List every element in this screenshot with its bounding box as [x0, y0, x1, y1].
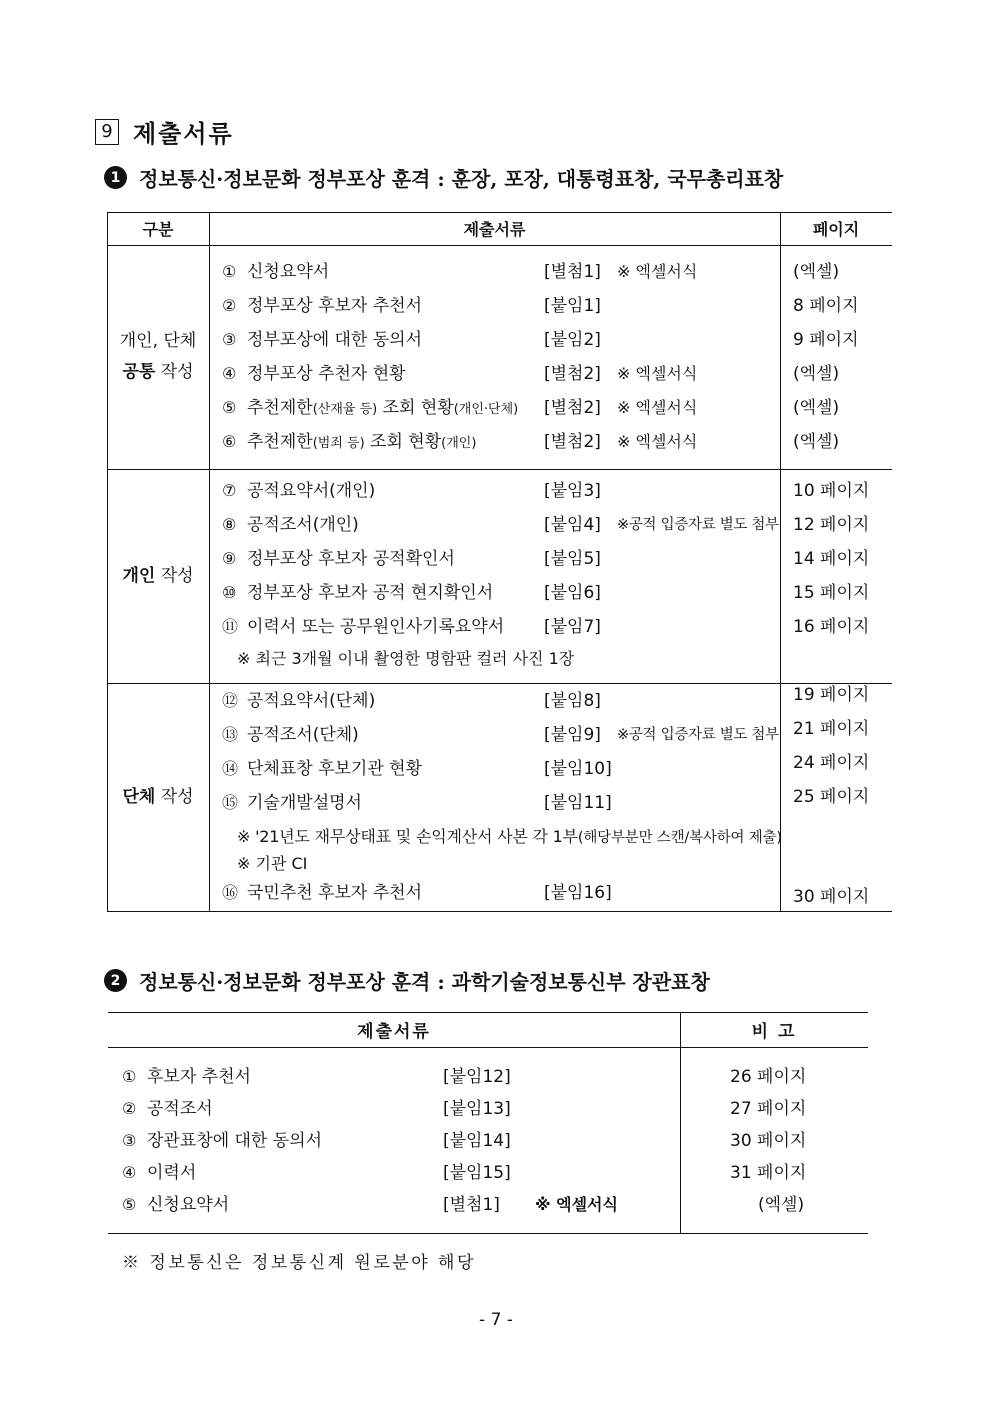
- table-row: [108, 1061, 868, 1093]
- note: ※공적 입증자료 별도 첨부: [617, 727, 779, 743]
- page-ref: 19 페이지: [793, 685, 870, 705]
- note: ※공적 입증자료 별도 첨부: [617, 517, 779, 533]
- category-emphasis: 공통: [122, 362, 156, 382]
- table-row: [107, 425, 892, 459]
- attachment-tag: [붙임15]: [443, 1163, 511, 1183]
- document-name-small: (개인·단체): [453, 402, 519, 417]
- document-name: 국민추천 후보자 추천서: [247, 883, 423, 903]
- item-number: ⑮: [222, 793, 239, 812]
- document-name: 정부포상에 대한 동의서: [247, 330, 423, 350]
- attachment-tag: [붙임5]: [544, 549, 601, 569]
- document-name: 공적조서(단체): [247, 725, 359, 745]
- table-rule: [107, 469, 892, 470]
- attachment-tag: [붙임11]: [544, 793, 612, 813]
- part2-title: 정보통신·정보문화 정부포상 훈격 : 과학기술정보통신부 장관표창: [139, 970, 710, 994]
- document-name: 공적조서(개인): [247, 515, 359, 535]
- header-documents: 제출서류: [357, 1022, 431, 1042]
- page-ref: (엑셀): [758, 1195, 805, 1215]
- page-ref: 10 페이지: [793, 481, 870, 501]
- page-ref: (엑셀): [793, 262, 840, 282]
- attachment-tag: [붙임8]: [544, 691, 601, 711]
- item-number: ②: [222, 296, 237, 315]
- page-ref: 15 페이지: [793, 583, 870, 603]
- note: ※ 엑셀서식: [617, 262, 698, 281]
- item-number: ⑥: [222, 432, 237, 451]
- item-number: ⑩: [222, 583, 237, 602]
- page-ref: 27 페이지: [730, 1099, 807, 1119]
- footnote: ※ 정보통신은 정보통신계 원로분야 해당: [122, 1253, 476, 1273]
- category-emphasis: 단체: [122, 786, 156, 807]
- document-name: [247, 425, 476, 461]
- document-name: 기술개발설명서: [247, 793, 362, 813]
- item-number: ④: [222, 364, 237, 383]
- document-name: 장관표창에 대한 동의서: [147, 1131, 323, 1151]
- document-name-small: (범죄 등): [312, 436, 365, 451]
- item-number: ②: [122, 1099, 137, 1118]
- page-ref: 9 페이지: [793, 330, 859, 350]
- header-page: 페이지: [812, 220, 860, 239]
- attachment-tag: [붙임2]: [544, 330, 601, 350]
- finance-note-small: (해당부분만 스캔/복사하여 제출): [577, 830, 782, 846]
- table-rule: [107, 911, 892, 912]
- header-documents: 제출서류: [463, 220, 526, 239]
- item-number: ⑬: [222, 725, 239, 744]
- document-name: 정부포상 후보자 공적확인서: [247, 549, 455, 569]
- page-ref: 30 페이지: [793, 887, 870, 907]
- documents-table-1: [107, 212, 892, 912]
- section-number-box: 9: [95, 119, 119, 145]
- page-ref: 14 페이지: [793, 549, 870, 569]
- page-ref: 24 페이지: [793, 753, 870, 773]
- page-ref: (엑셀): [793, 364, 840, 384]
- documents-table-2: [108, 1012, 868, 1234]
- document-name-part: 추천제한: [247, 432, 313, 452]
- category-suffix: 작성: [155, 362, 194, 382]
- table-row: [107, 357, 892, 391]
- table-row: [107, 876, 892, 910]
- item-number: ⑦: [222, 481, 237, 500]
- table-rule: [107, 245, 892, 246]
- attachment-tag: [붙임10]: [544, 759, 612, 779]
- attachment-tag: [별첨1]: [544, 262, 601, 282]
- item-number: ①: [122, 1067, 137, 1086]
- attachment-tag: [붙임13]: [443, 1099, 511, 1119]
- attachment-tag: [붙임1]: [544, 296, 601, 316]
- item-number: ⑨: [222, 549, 237, 568]
- item-number: ⑤: [122, 1195, 137, 1214]
- item-number: ③: [222, 330, 237, 349]
- page-ref: (엑셀): [793, 398, 840, 418]
- table-rule: [108, 1047, 868, 1048]
- attachment-tag: [붙임7]: [544, 617, 601, 637]
- numbered-bullet-icon: 2: [104, 969, 127, 992]
- attachment-tag: [붙임6]: [544, 583, 601, 603]
- table-row: [107, 542, 892, 576]
- table-row: [107, 610, 892, 644]
- document-name: 정부포상 추천자 현황: [247, 364, 406, 384]
- document-name: 공적요약서(개인): [247, 481, 376, 501]
- table-rule: [108, 1233, 868, 1234]
- part1-title: 정보통신·정보문화 정부포상 훈격 : 훈장, 포장, 대통령표창, 국무총리표창: [139, 167, 784, 191]
- numbered-bullet-icon: 1: [104, 166, 127, 189]
- header-category: 구분: [142, 220, 174, 239]
- part2-heading: [104, 966, 710, 995]
- part1-heading: [104, 163, 783, 192]
- item-number: ⑫: [222, 691, 239, 710]
- note: ※ 엑셀서식: [617, 432, 698, 451]
- document-name-small: (개인): [441, 436, 477, 451]
- document-name: 정부포상 후보자 공적 현지확인서: [247, 583, 494, 603]
- page-ref: 31 페이지: [730, 1163, 807, 1183]
- table-row: [107, 391, 892, 425]
- table-row: [107, 786, 892, 820]
- table-row: [107, 752, 892, 786]
- section-title: 제출서류: [133, 119, 234, 148]
- ci-note: ※ 기관 CI: [237, 854, 308, 873]
- section-heading: [95, 114, 234, 149]
- page-ref: 16 페이지: [793, 617, 870, 637]
- category-emphasis: 개인: [122, 565, 156, 586]
- table-row: [107, 508, 892, 542]
- document-name-part: 추천제한: [247, 398, 313, 418]
- page-ref: 12 페이지: [793, 515, 870, 535]
- table-row: [108, 1125, 868, 1157]
- table-row: [107, 718, 892, 752]
- attachment-tag: [붙임12]: [443, 1067, 511, 1087]
- table-row: [107, 474, 892, 508]
- document-name: [247, 391, 518, 427]
- table-row: [107, 323, 892, 357]
- finance-note: [237, 823, 782, 852]
- document-name: 신청요약서: [147, 1195, 230, 1215]
- document-name-small: (산재율 등): [312, 402, 378, 417]
- table-row: [107, 576, 892, 610]
- document-name-part: 조회 현황: [377, 398, 454, 418]
- document-name: 이력서: [147, 1163, 197, 1183]
- attachment-tag: [별첨1]: [443, 1195, 500, 1215]
- attachment-tag: [별첨2]: [544, 364, 601, 384]
- page-ref: 26 페이지: [730, 1067, 807, 1087]
- item-number: ⑯: [222, 883, 239, 902]
- document-name-part: 조회 현황: [364, 432, 442, 452]
- page-ref: 21 페이지: [793, 719, 870, 739]
- attachment-tag: [별첨2]: [544, 398, 601, 418]
- item-number: ①: [222, 262, 237, 281]
- item-number: ⑪: [222, 617, 239, 636]
- item-number: ⑧: [222, 515, 237, 534]
- attachment-tag: [붙임9]: [544, 725, 601, 745]
- item-number: ⑤: [222, 398, 237, 417]
- category-line: 개인, 단체: [119, 331, 197, 351]
- table-row: [107, 255, 892, 289]
- table-row: [107, 289, 892, 323]
- item-number: ⑭: [222, 759, 239, 778]
- table-row: [108, 1157, 868, 1189]
- table-row: [108, 1093, 868, 1125]
- attachment-tag: [붙임14]: [443, 1131, 511, 1151]
- attachment-tag: [붙임4]: [544, 515, 601, 535]
- note: ※ 엑셀서식: [535, 1195, 618, 1214]
- attachment-tag: [붙임16]: [544, 883, 612, 903]
- category-suffix: 작성: [155, 786, 194, 807]
- attachment-tag: [붙임3]: [544, 481, 601, 501]
- note: ※ 엑셀서식: [617, 364, 698, 383]
- table-row: [108, 1189, 868, 1221]
- page-ref: 30 페이지: [730, 1131, 807, 1151]
- document-name: 신청요약서: [247, 262, 330, 282]
- header-remark: 비 고: [751, 1022, 797, 1042]
- table-row: [107, 684, 892, 718]
- page-ref: 25 페이지: [793, 787, 870, 807]
- document-name: 단체표창 후보기관 현황: [247, 759, 423, 779]
- note: ※ 엑셀서식: [617, 398, 698, 417]
- attachment-tag: [별첨2]: [544, 432, 601, 452]
- page-number: - 7 -: [479, 1310, 513, 1330]
- document-name: 공적조서: [147, 1099, 213, 1119]
- document-name: 이력서 또는 공무원인사기록요약서: [247, 617, 505, 637]
- document-name: 정부포상 후보자 추천서: [247, 296, 423, 316]
- page-ref: 8 페이지: [793, 296, 859, 316]
- photo-note: ※ 최근 3개월 이내 촬영한 명함판 컬러 사진 1장: [237, 649, 575, 668]
- item-number: ④: [122, 1163, 137, 1182]
- category-suffix: 작성: [155, 565, 194, 586]
- finance-note-main: ※ '21년도 재무상태표 및 손익계산서 사본 각 1부: [237, 827, 578, 846]
- page-ref: (엑셀): [793, 432, 840, 452]
- document-name: 후보자 추천서: [147, 1067, 251, 1087]
- document-name: 공적요약서(단체): [247, 691, 376, 711]
- item-number: ③: [122, 1131, 137, 1150]
